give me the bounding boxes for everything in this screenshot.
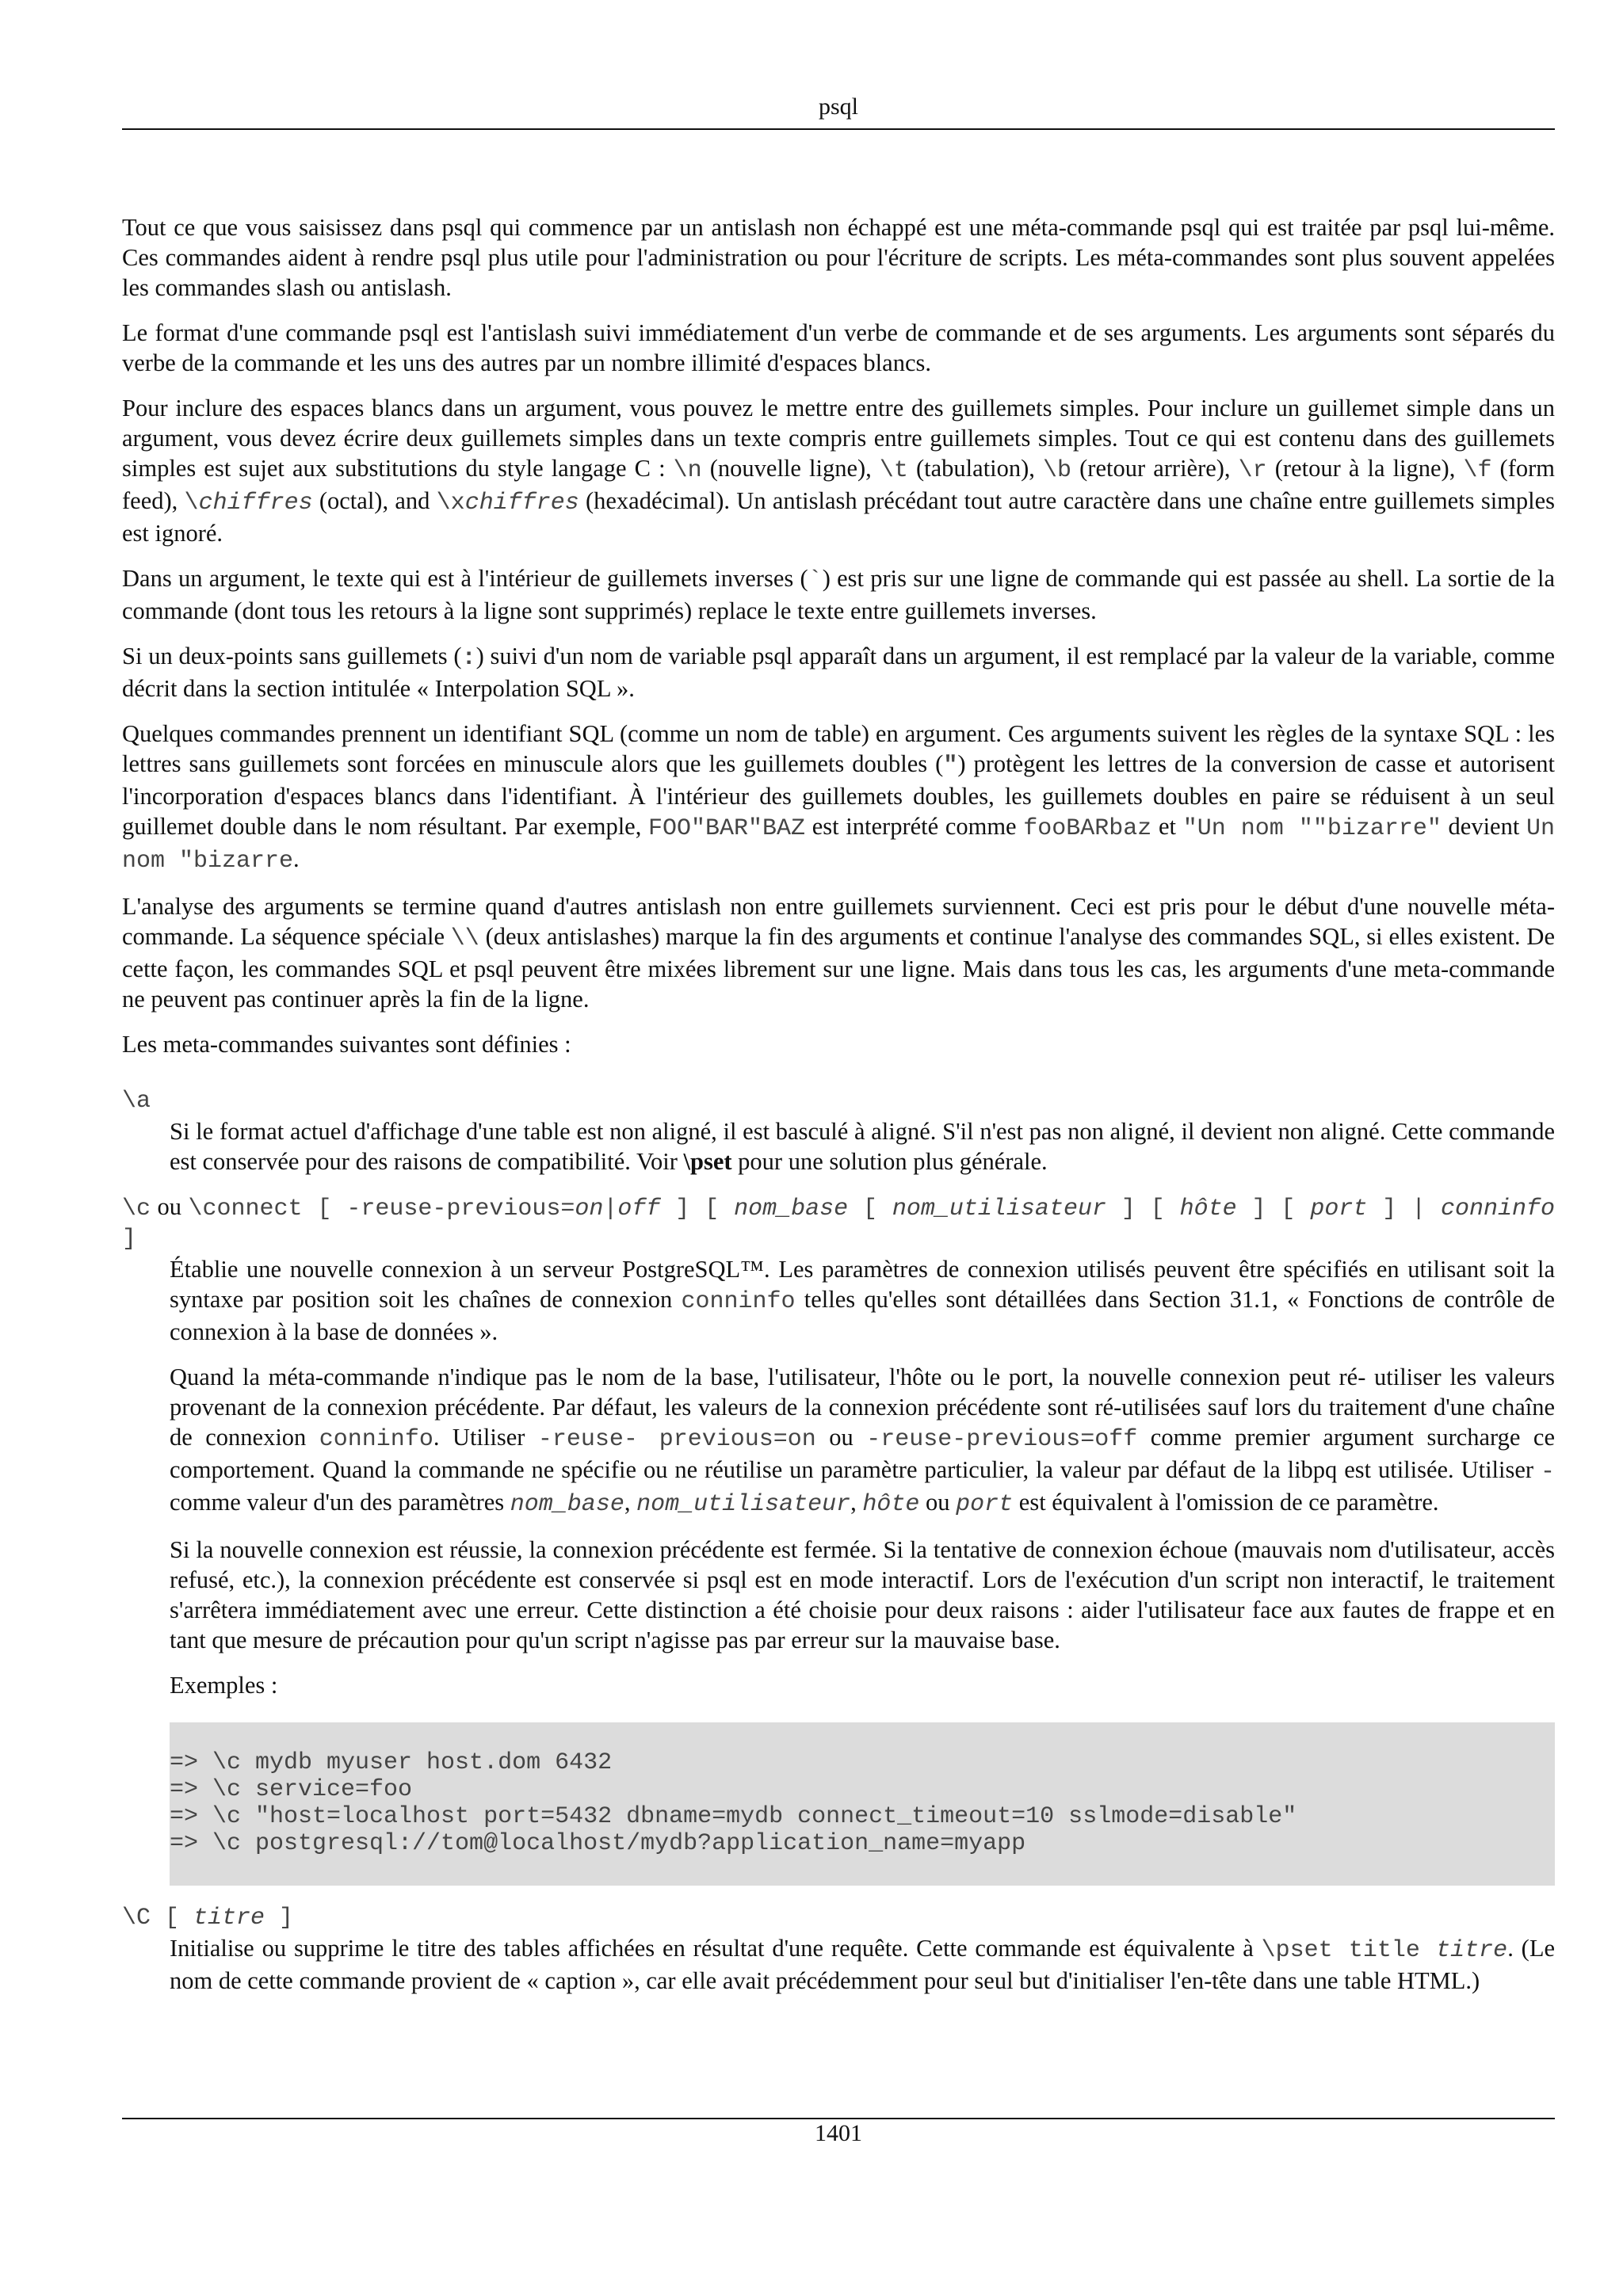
desc-caption-paragraph <box>170 1933 1555 1996</box>
code-example-block <box>170 1722 1555 1886</box>
text: Établie une nouvelle connexion à un serveur PostgreSQL™. Les paramètres de connexion utilisés peuvent être spécifiés en utilisant soit la syntaxe par position soit les chaînes de connexion <box>170 1256 1555 1313</box>
text: Quand la méta-commande n'indique pas le nom de la base, l'utilisateur, l'hôte ou le port, la nouvelle connexion peut ré- utiliser les valeurs provenant de la connexion précédente. Par défaut, les valeurs de la connexion précédente sont ré-utilisées sauf lors du traitement d'une chaîne de connexion <box>170 1363 1555 1451</box>
term-param: off <box>617 1196 661 1222</box>
text: ) protègent les lettres de la conversion de casse et autorisent l'incorporation d'espaces blancs dans l'identifiant. À l'intérieur des guillemets doubles, les guillemets doubles en paire se réduisent à un seul guillemet double dans le nom résultant. Par exemple, <box>122 750 1555 840</box>
term-param: titre <box>193 1905 265 1932</box>
term-caption <box>122 1903 1555 1933</box>
text: devient <box>1441 813 1526 840</box>
meta-command-list <box>122 1086 1555 1996</box>
code-double-quote: " <box>943 753 958 780</box>
code-line: => \c postgresql://tom@localhost/mydb?application_name=myapp <box>170 1830 1026 1857</box>
text: ou <box>919 1489 957 1516</box>
term-a <box>122 1086 1555 1116</box>
text: (form feed), <box>122 455 1555 514</box>
text: Initialise ou supprime le titre des tables affichées en résultat d'une requête. Cette commande est équivalente à <box>170 1935 1262 1962</box>
term-param: on <box>575 1196 604 1222</box>
text: (tabulation), <box>907 455 1044 482</box>
text: ) suivi d'un nom de variable psql apparaît dans un argument, il est remplacé par la valeur de la variable, comme décrit dans la section intitulée « Interpolation SQL ». <box>122 643 1555 702</box>
desc-a-paragraph <box>170 1116 1555 1177</box>
code-octal-prefix: \ <box>184 490 199 517</box>
text: L'analyse des arguments se termine quand d'autres antislash non entre guillemets surviennent. Ceci est pris pour le début d'une nouvelle méta-commande. La séquence spéciale <box>122 893 1555 950</box>
text: comme valeur d'un des paramètres <box>170 1489 510 1516</box>
code-param: hôte <box>862 1491 920 1518</box>
code-hex-var: chiffres <box>464 490 579 517</box>
term-text: ] <box>265 1905 294 1932</box>
paragraph-intro <box>122 212 1555 303</box>
term-text: [ <box>848 1196 892 1222</box>
text: et <box>1151 813 1183 840</box>
code-param: nom_base <box>510 1491 624 1518</box>
text: est équivalent à l'omission de ce paramètre. <box>1013 1489 1439 1516</box>
code-pset-title: \pset title <box>1261 1937 1437 1964</box>
code-param: port <box>956 1491 1014 1518</box>
term-param: conninfo <box>1441 1196 1556 1222</box>
desc-connect-p2 <box>170 1362 1555 1520</box>
term-text: ] [ <box>1106 1196 1180 1222</box>
text: Si le format actuel d'affichage d'une table est non aligné, il est basculé à aligné. S'il n'est pas non aligné, il devient non aligné. Cette commande est conservée pour des raisons de compatibilité. Voir <box>170 1118 1555 1175</box>
text: (deux antislashes) marque la fin des arguments et continue l'analyse des commandes SQL, si elles existent. De cette façon, les commandes SQL et psql peuvent être mixées librement sur une ligne. Mais dans tous les cas, les arguments d'une meta-commande ne peuvent pas continuer après la fin de la ligne. <box>122 923 1555 1013</box>
desc-connect-p1 <box>170 1254 1555 1347</box>
term-text: \a <box>122 1088 151 1115</box>
code-backquote: ` <box>808 567 823 594</box>
text: Les meta-commandes suivantes sont définies : <box>122 1031 571 1058</box>
code-line: => \c mydb myuser host.dom 6432 <box>170 1749 613 1776</box>
text: (retour arrière), <box>1071 455 1239 482</box>
term-text: ] <box>122 1226 137 1253</box>
code-conninfo: conninfo <box>681 1288 796 1315</box>
code-return: \r <box>1238 457 1267 484</box>
link-pset[interactable]: \pset <box>683 1148 732 1175</box>
code-example: fooBARbaz <box>1023 815 1152 842</box>
running-header: psql <box>818 93 858 120</box>
code-param: titre <box>1436 1937 1508 1964</box>
code-formfeed: \f <box>1463 457 1492 484</box>
text: , <box>624 1489 637 1516</box>
code-newline: \n <box>673 457 702 484</box>
code-line: => \c service=foo <box>170 1776 413 1803</box>
code-octal-var: chiffres <box>198 490 313 517</box>
code-conninfo: conninfo <box>319 1426 433 1453</box>
paragraph-backquotes <box>122 563 1555 626</box>
text: (hexadécimal). Un antislash précédant tout autre caractère dans une chaîne entre guillemets simples est ignoré. <box>122 487 1556 547</box>
text: est interprété comme <box>805 813 1024 840</box>
term-text: ] [ <box>660 1196 735 1222</box>
code-line: => \c "host=localhost port=5432 dbname=mydb connect_timeout=10 sslmode=disable" <box>170 1803 1297 1830</box>
code-double-backslash: \\ <box>450 925 479 952</box>
text: Dans un argument, le texte qui est à l'intérieur de guillemets inverses ( <box>122 565 808 592</box>
text: ) est pris sur une ligne de commande qui est passée au shell. La sortie de la commande (dont tous les retours à la ligne sont supprimés) replace le texte entre guillemets inverses. <box>122 565 1555 624</box>
term-text: ] | <box>1367 1196 1441 1222</box>
text: comme premier argument surcharge ce comportement. Quand la commande ne spécifie ou ne réutilise un paramètre particulier, la valeur par défaut de la libpq est utilisée. Utiliser <box>170 1424 1555 1483</box>
text: , <box>850 1489 863 1516</box>
desc-a <box>170 1116 1555 1177</box>
footer-rule <box>122 2118 1555 2119</box>
term-text: ] [ <box>1236 1196 1311 1222</box>
term-text: \connect [ -reuse-previous= <box>188 1196 575 1222</box>
code-tab: \t <box>879 457 908 484</box>
text: (octal), and <box>312 487 437 514</box>
text: pour une solution plus générale. <box>731 1148 1048 1175</box>
term-param: hôte <box>1179 1196 1237 1222</box>
term-param: nom_utilisateur <box>892 1196 1106 1222</box>
desc-connect-p4 <box>170 1670 1555 1700</box>
page-body <box>122 212 1555 2011</box>
page-number: 1401 <box>815 2120 862 2146</box>
term-param: nom_base <box>734 1196 849 1222</box>
text: Quelques commandes prennent un identifiant SQL (comme un nom de table) en argument. Ces arguments suivent les règles de la syntaxe SQL : les lettres sans guillemets sont forcées en minuscule alors que les guillemets doubles ( <box>122 720 1555 777</box>
text: Pour inclure des espaces blancs dans un argument, vous pouvez le mettre entre des guillemets simples. Pour inclure un guillemet simple dans un argument, vous devez écrire deux guillemets simples dans un texte compris entre guillemets simples. Tout ce qui est contenu dans des guillemets simples est sujet aux substitutions du style langage C : <box>122 395 1555 482</box>
term-connect <box>122 1192 1555 1254</box>
code-hex-prefix: \x <box>436 490 465 517</box>
code-reuse-on: -reuse- previous=on <box>537 1426 816 1453</box>
link-section-31-1[interactable]: telles qu'elles sont détaillées dans Section 31.1, « Fonctions de contrôle de connexion à la base de données ». <box>170 1286 1555 1345</box>
code-example: FOO"BAR"BAZ <box>648 815 806 842</box>
code-dash: - <box>1540 1459 1555 1486</box>
term-text: ou <box>151 1193 189 1220</box>
text: Tout ce que vous saisissez dans psql qui commence par un antislash non échappé est une méta-commande psql qui est traitée par psql lui-même. Ces commandes aident à rendre psql plus utile pour l'administration ou pour l'écriture de scripts. Les méta-commandes sont plus souvent appelées les commandes slash ou antislash. <box>122 214 1555 301</box>
desc-connect-p3 <box>170 1535 1555 1655</box>
text: ou <box>815 1424 867 1451</box>
code-example: "Un nom ""bizarre" <box>1182 815 1442 842</box>
text: . Utiliser <box>433 1424 538 1451</box>
desc-connect <box>170 1254 1555 1886</box>
term-param: port <box>1310 1196 1368 1222</box>
code-backspace: \b <box>1043 457 1072 484</box>
code-colon: : <box>461 645 476 672</box>
code-example: Un nom "bizarre <box>122 815 1556 875</box>
desc-caption <box>170 1933 1555 1996</box>
paragraph-list-intro <box>122 1029 1555 1059</box>
term-text: | <box>603 1196 618 1222</box>
paragraph-variables <box>122 641 1555 704</box>
header-rule <box>122 128 1555 130</box>
term-text: \C [ <box>122 1905 194 1932</box>
paragraph-parsing <box>122 891 1555 1014</box>
paragraph-escapes <box>122 393 1555 548</box>
paragraph-format <box>122 318 1555 378</box>
text: . <box>293 845 300 872</box>
code-param: nom_utilisateur <box>636 1491 851 1518</box>
term-text: \c <box>122 1196 151 1222</box>
text: (retour à la ligne), <box>1266 455 1464 482</box>
code-reuse-off: -reuse-previous=off <box>866 1426 1138 1453</box>
text: . (Le nom de cette commande provient de « caption », car elle avait précédemment pour seul but d'initialiser l'en-tête dans une table HTML.) <box>170 1935 1555 1994</box>
text: Si un deux-points sans guillemets ( <box>122 643 462 669</box>
paragraph-identifiers <box>122 719 1555 876</box>
text: Si la nouvelle connexion est réussie, la connexion précédente est fermée. Si la tentative de connexion échoue (mauvais nom d'utilisateur, accès refusé, etc.), la connexion précédente est conservée si psql est en mode interactif. Lors de l'exécution d'un script non interactif, le traitement s'arrêtera immédiatement avec une erreur. Cette distinction a été choisie pour deux raisons : aider l'utilisateur face aux fautes de frappe et en tant que mesure de précaution pour qu'un script n'agisse pas par erreur sur la mauvaise base. <box>170 1536 1555 1653</box>
text: (nouvelle ligne), <box>701 455 880 482</box>
text: Le format d'une commande psql est l'antislash suivi immédiatement d'un verbe de commande et de ses arguments. Les arguments sont séparés du verbe de la commande et les uns des autres par un nombre illimité d'espaces blancs. <box>122 319 1555 376</box>
text: Exemples : <box>170 1672 278 1699</box>
